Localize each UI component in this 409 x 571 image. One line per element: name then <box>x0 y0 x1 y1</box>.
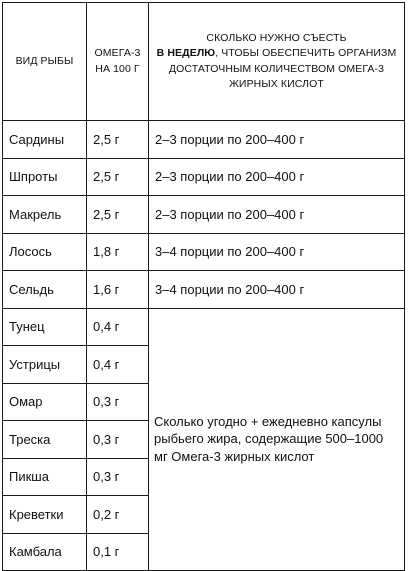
fish-name: Камбала <box>3 533 87 571</box>
fish-name: Креветки <box>3 496 87 534</box>
fish-name: Шпроты <box>3 158 87 196</box>
omega-value: 0,4 г <box>87 308 149 346</box>
header-omega-per-100g: ОМЕГА-3 НА 100 Г <box>87 3 149 121</box>
omega-value: 2,5 г <box>87 158 149 196</box>
header-weekly-amount <box>149 3 405 121</box>
header-row <box>3 3 405 121</box>
omega-value: 2,5 г <box>87 196 149 234</box>
weekly-need: 2–3 порции по 200–400 г <box>149 196 405 234</box>
table-row <box>3 233 405 271</box>
table-row <box>3 121 405 159</box>
omega-value: 2,5 г <box>87 121 149 159</box>
header-weekly-amount-bold: В НЕДЕЛЮ <box>156 47 216 60</box>
omega3-table <box>2 2 405 571</box>
header-weekly-amount-pre: СКОЛЬКО НУЖНО СЪЕСТЬ <box>206 32 347 45</box>
fish-name: Омар <box>3 383 87 421</box>
weekly-need: 3–4 порции по 200–400 г <box>149 233 405 271</box>
omega-value: 0,3 г <box>87 421 149 459</box>
fish-name: Лосось <box>3 233 87 271</box>
omega-value: 0,4 г <box>87 346 149 384</box>
fish-name: Сардины <box>3 121 87 159</box>
omega-value: 0,3 г <box>87 383 149 421</box>
merged-note: Сколько угодно + ежедневно капсулы рыбьего жира, содержащие 500–1000 мг Омега-3 жирных кислот <box>149 308 405 571</box>
table-row <box>3 196 405 234</box>
omega-value: 0,1 г <box>87 533 149 571</box>
table-row <box>3 271 405 309</box>
header-weekly-amount-post: , ЧТОБЫ ОБЕСПЕЧИТЬ ОРГАНИЗМ ДОСТАТОЧНЫМ КОЛИЧЕСТВОМ ОМЕГА-3 ЖИРНЫХ КИСЛОТ <box>168 47 397 90</box>
fish-name: Треска <box>3 421 87 459</box>
table-row <box>3 158 405 196</box>
fish-name: Тунец <box>3 308 87 346</box>
fish-name: Сельдь <box>3 271 87 309</box>
omega-value: 0,3 г <box>87 458 149 496</box>
fish-name: Макрель <box>3 196 87 234</box>
fish-name: Устрицы <box>3 346 87 384</box>
header-fish-type: ВИД РЫБЫ <box>3 3 87 121</box>
omega-value: 1,6 г <box>87 271 149 309</box>
fish-name: Пикша <box>3 458 87 496</box>
omega-value: 1,8 г <box>87 233 149 271</box>
weekly-need: 2–3 порции по 200–400 г <box>149 158 405 196</box>
weekly-need: 2–3 порции по 200–400 г <box>149 121 405 159</box>
weekly-need: 3–4 порции по 200–400 г <box>149 271 405 309</box>
table-row <box>3 308 405 346</box>
omega-value: 0,2 г <box>87 496 149 534</box>
